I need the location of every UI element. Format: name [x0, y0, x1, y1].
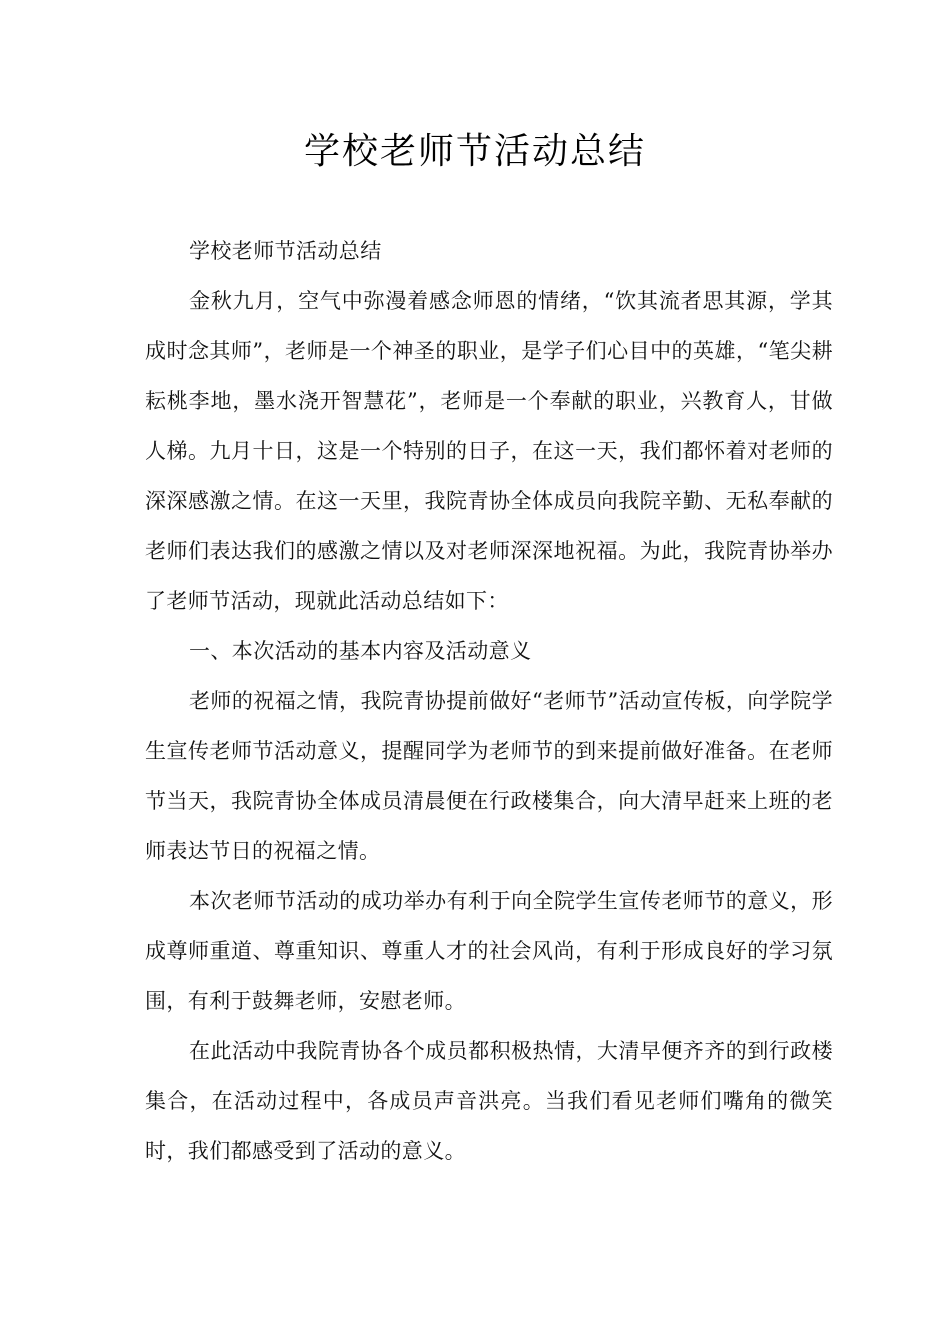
paragraph-significance: 本次老师节活动的成功举办有利于向全院学生宣传老师节的意义，形成尊师重道、尊重知识、尊重人才的社会风尚，有利于形成良好的学习氛围，有利于鼓舞老师，安慰老师。: [145, 889, 833, 1013]
section-heading: 一、本次活动的基本内容及活动意义: [189, 639, 532, 663]
paragraph-intro: 金秋九月，空气中弥漫着感念师恩的情绪，“饮其流者思其源，学其成时念其师”，老师是一个神圣的职业，是学子们心目中的英雄，“笔尖耕耘桃李地，墨水浇开智慧花”，老师是一个奉献的职业，兴教育人，甘做人梯。九月十日，这是一个特别的日子，在这一天，我们都怀着对老师的深深感激之情。在这一天里，我院青协全体成员向我院辛勤、无私奉献的老师们表达我们的感激之情以及对老师深深地祝福。为此，我院青协举办了老师节活动，现就此活动总结如下：: [145, 289, 833, 613]
document-title: 学校老师节活动总结: [303, 131, 646, 172]
paragraph-subtitle: 学校老师节活动总结: [189, 239, 382, 263]
document-body: [145, 226, 833, 1176]
paragraph-content: 老师的祝福之情，我院青协提前做好“老师节”活动宣传板，向学院学生宣传老师节活动意义，提醒同学为老师节的到来提前做好准备。在老师节当天，我院青协全体成员清晨便在行政楼集合，向大清早赶来上班的老师表达节日的祝福之情。: [145, 689, 833, 863]
paragraph-reflection: 在此活动中我院青协各个成员都积极热情，大清早便齐齐的到行政楼集合，在活动过程中，各成员声音洪亮。当我们看见老师们嘴角的微笑时，我们都感受到了活动的意义。: [145, 1039, 833, 1163]
